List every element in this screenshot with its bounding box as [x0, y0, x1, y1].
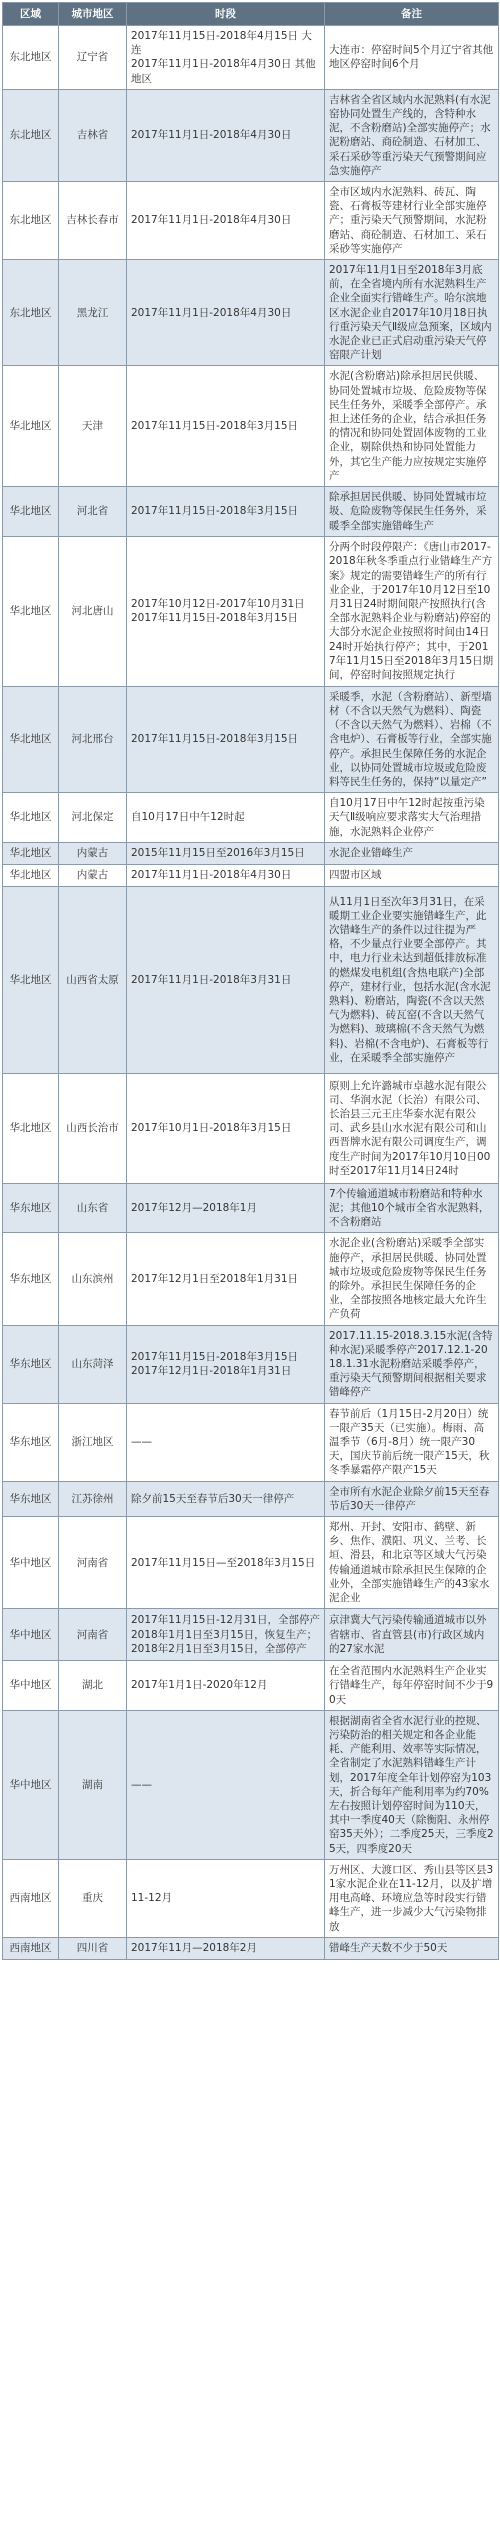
period-line: 2017年1月1日-2020年12月 [131, 1679, 268, 1692]
cell-city: 吉林长春市 [59, 182, 127, 260]
cell-region: 华北地区 [3, 366, 59, 487]
period-line: 自10月17日中午12时起 [131, 811, 245, 824]
cell-region: 华北地区 [3, 487, 59, 537]
period-line: 2017年11月15日-2018年3月15日 [131, 420, 298, 433]
cell-period [127, 536, 325, 686]
period-line: 2017年11月15日-2018年4月15日 大连 [131, 30, 312, 57]
cell-city: 山西长治市 [59, 1073, 127, 1183]
cell-city: 河北邢台 [59, 686, 127, 792]
cell-region: 华北地区 [3, 864, 59, 886]
cell-period [127, 842, 325, 864]
table-row [3, 1710, 499, 1859]
cell-city: 山东滨州 [59, 1233, 127, 1325]
period-line: 2017年12月1日-2018年1月31日 [131, 1365, 292, 1378]
cell-period [127, 1325, 325, 1403]
table-container [2, 2, 498, 1960]
cell-city: 河南省 [59, 1609, 127, 1661]
period-line: 2017年11月15日-2018年3月15日 [131, 612, 298, 625]
period-line: 2017年11月—2018年2月 [131, 1942, 257, 1955]
table-row [3, 1403, 499, 1481]
cell-city: 内蒙古 [59, 842, 127, 864]
cell-city: 浙江地区 [59, 1403, 127, 1481]
cell-period [127, 1073, 325, 1183]
period-line: 2018年1月1日至3月15日，恢复生产；2018年2月1日至3月15日，全部停产 [131, 1628, 318, 1655]
cell-remark: 大连市：停窑时间5个月辽宁省其他地区停窑时间6个月 [325, 26, 499, 90]
cell-remark: 采暖季，水泥（含粉磨站）、新型墙材（不含以天然气为燃料）、陶瓷（不含以天然气为燃料）、岩棉（不含电炉）、石膏板等行业，全部实施停产。承担民生保障任务的水泥企业，以协同处置城市垃圾或危险废料等民生任务的，保持“以量定产” [325, 686, 499, 792]
period-line: 除夕前15天至春节后30天一律停产 [131, 1492, 295, 1505]
table-row [3, 1609, 499, 1661]
cell-city: 山东菏泽 [59, 1325, 127, 1403]
header-city: 城市地区 [59, 3, 127, 26]
cell-city: 湖南 [59, 1710, 127, 1859]
cell-remark: 自10月17日中午12时起按重污染天气Ⅱ级响应要求落实大气治理措施，水泥熟料企业停产 [325, 793, 499, 843]
cell-region: 华中地区 [3, 1661, 59, 1711]
cell-period [127, 1403, 325, 1481]
cell-region: 华北地区 [3, 536, 59, 686]
cell-city: 河南省 [59, 1517, 127, 1609]
cell-region: 西南地区 [3, 1859, 59, 1937]
cell-region: 华东地区 [3, 1183, 59, 1233]
table-row [3, 886, 499, 1073]
cell-region: 华北地区 [3, 842, 59, 864]
cell-region: 华北地区 [3, 686, 59, 792]
cement-peak-shift-table [2, 2, 499, 1960]
period-line: 2017年11月1日-2018年4月30日 [131, 129, 292, 142]
period-line: 11-12月 [131, 1892, 173, 1905]
cell-region: 华东地区 [3, 1481, 59, 1516]
header-period: 时段 [127, 3, 325, 26]
cell-city: 天津 [59, 366, 127, 487]
cell-city: 重庆 [59, 1859, 127, 1937]
cell-city: 河北唐山 [59, 536, 127, 686]
cell-period [127, 864, 325, 886]
period-line: —— [131, 1778, 152, 1791]
period-line: 2017年11月1日-2018年4月30日 [131, 214, 292, 227]
cell-remark: 郑州、开封、安阳市、鹤壁、新乡、焦作、濮阳、巩义、兰考、长垣、滑县，和北京等区域大气污染传输通道城市除承担民生保障的企业外，全部实施错峰生产的43家水泥企业 [325, 1517, 499, 1609]
cell-city: 湖北 [59, 1661, 127, 1711]
cell-region: 东北地区 [3, 26, 59, 90]
period-line: 2017年12月1日至2018年1月31日 [131, 1272, 299, 1285]
header-region: 区域 [3, 3, 59, 26]
cell-period [127, 1481, 325, 1516]
cell-remark: 全市所有水泥企业除夕前15天至春节后30天一律停产 [325, 1481, 499, 1516]
table-row [3, 487, 499, 537]
cell-region: 华东地区 [3, 1325, 59, 1403]
cell-region: 西南地区 [3, 1937, 59, 1959]
period-line: 2017年12月—2018年1月 [131, 1201, 257, 1214]
period-line: 2017年11月15日-2018年3月15日 [131, 733, 298, 746]
cell-remark: 除承担居民供暖、协同处置城市垃圾、危险废物等保民生任务外，采暖季全部实施错峰生产 [325, 487, 499, 537]
cell-remark: 在全省范围内水泥熟料生产企业实行错峰生产，每年停窑时间不少于90天 [325, 1661, 499, 1711]
cell-remark: 京津冀大气污染传输通道城市以外省辖市、省直管县(市)行政区域内的27家水泥 [325, 1609, 499, 1661]
period-line: 2017年11月1日-2018年4月30日 [131, 306, 292, 319]
period-line: 2017年11月15日-2018年3月15日 [131, 1350, 298, 1363]
period-line: 2017年11月15日—至2018年3月15日 [131, 1556, 316, 1569]
cell-remark: 7个传输通道城市粉磨站和特种水泥；其他10个城市全省水泥熟料，不含粉磨站 [325, 1183, 499, 1233]
table-row [3, 182, 499, 260]
cell-period [127, 26, 325, 90]
cell-city: 山西省太原 [59, 886, 127, 1073]
cell-period [127, 1517, 325, 1609]
table-row [3, 260, 499, 366]
table-row [3, 89, 499, 181]
table-row [3, 1937, 499, 1959]
cell-period [127, 1609, 325, 1661]
table-row [3, 1661, 499, 1711]
cell-city: 吉林省 [59, 89, 127, 181]
cell-remark: 原则上允许潞城市卓越水泥有限公司、华润水泥（长治）有限公司、长治县三元王庄华泰水泥有限公司、武乡县山水水泥有限公司和山西晋牌水泥有限公司调度生产，调度生产时间为2017年10月10日00时至2017年11月14日24时 [325, 1073, 499, 1183]
cell-remark: 万州区、大渡口区、秀山县等区县31家水泥企业在11-12月，以及扩增用电高峰、环境应急等时段实行错峰生产，进一步减少大气污染物排放 [325, 1859, 499, 1937]
period-line: —— [131, 1435, 152, 1448]
cell-region: 华东地区 [3, 1233, 59, 1325]
table-row [3, 1233, 499, 1325]
cell-period [127, 686, 325, 792]
cell-remark: 根据湖南省全省水泥行业的控规、污染防治的相关规定和各企业能耗、产能利用、效率等实际情况，全省制定了水泥熟料错峰生产计划，2017年度全年计划停窑为103天，折合每年产能利用率为约70%左右按照计划停窑时间为110天，其中一季度40天（除衡阳、永州停窑35天外）；二季度25天，三季度25天，四季度20天 [325, 1710, 499, 1859]
table-row [3, 26, 499, 90]
cell-remark: 错峰生产天数不少于50天 [325, 1937, 499, 1959]
cell-region: 华中地区 [3, 1517, 59, 1609]
cell-remark: 水泥企业(含粉磨站)采暖季全部实施停产，承担居民供暖、协同处置城市垃圾或危险废物等保民生任务的除外。承担民生保障任务的企业，全部按照各地核定最大允许生产负荷 [325, 1233, 499, 1325]
cell-remark: 四盟市区域 [325, 864, 499, 886]
cell-period [127, 793, 325, 843]
cell-period [127, 89, 325, 181]
cell-city: 四川省 [59, 1937, 127, 1959]
cell-region: 东北地区 [3, 260, 59, 366]
table-row [3, 1859, 499, 1937]
header-remark: 备注 [325, 3, 499, 26]
cell-remark: 水泥企业错峰生产 [325, 842, 499, 864]
cell-remark: 从11月1日至次年3月31日，在采暖期工业企业要实施错峰生产，此次错峰生产的条件以过往提为严格，不少量点行业要全部停产。其中，电力行业未达到超低排放标准的燃煤发电机组(含热电联产)全部停产，建材行业，包括水泥(含水泥熟料)、粉磨站，陶瓷(不含以天然气为燃料)、砖瓦窑(不含以天然气为燃料)、玻璃棉(不含天然气为燃料)、岩棉(不含电炉)、石膏板等行业，在采暖季全部实施停产 [325, 886, 499, 1073]
table-row [3, 793, 499, 843]
table-row [3, 842, 499, 864]
table-header-row [3, 3, 499, 26]
table-row [3, 1325, 499, 1403]
period-line: 2015年11月15日至2016年3月15日 [131, 847, 305, 860]
cell-period [127, 1233, 325, 1325]
cell-city: 内蒙古 [59, 864, 127, 886]
period-line: 2017年10月12日-2017年10月31日 [131, 598, 305, 610]
cell-remark: 春节前后（1月15日-2月20日）统一限产35天（已实施）。梅雨、高温季节（6月-8月）统一限产30天，国庆节前后统一限产15天，秋冬季暴霜停产限产15天 [325, 1403, 499, 1481]
cell-remark: 水泥(含粉磨站)除承担居民供暖、协同处置城市垃圾、危险废物等保民生任务外，采暖季全部停产。承担上述任务的企业，结合承担任务的情况和协同处置固体废物的工业企业，剔除供热和协同处置能力外，其它生产能力应按规定实施停产 [325, 366, 499, 487]
cell-city: 辽宁省 [59, 26, 127, 90]
period-line: 2017年11月15日-2018年3月15日 [131, 505, 298, 518]
cell-period [127, 1183, 325, 1233]
table-body [3, 26, 499, 1960]
cell-remark: 2017年11月1日至2018年3月底前，在全省境内所有水泥熟料生产企业全面实行错峰生产。哈尔滨地区水泥企业自2017年10月18日执行重污染天气Ⅱ级应急预案，区域内水泥企业已正式启动重污染天气停窑限产计划 [325, 260, 499, 366]
cell-region: 东北地区 [3, 182, 59, 260]
cell-period [127, 1937, 325, 1959]
cell-period [127, 1859, 325, 1937]
period-line: 2017年11月1日-2018年4月30日 其他地区 [131, 58, 316, 85]
cell-region: 华北地区 [3, 793, 59, 843]
cell-remark: 分两个时段停限产：《唐山市2017-2018年秋冬季重点行业错峰生产方案》规定的需要错峰生产的所有行业企业，于2017年10月12日至10月31日24时期间限产按照执行(含全部水泥熟料企业与粉磨站)停窑的大部分水泥企业按照将时间由14日24时开始执行停产；其中，于2017年11月15日至2018年3月15日期间，停窑时间按照规定执行 [325, 536, 499, 686]
period-line: 2017年11月15日-12月31日，全部停产 [131, 1614, 320, 1627]
cell-period [127, 366, 325, 487]
cell-city: 山东省 [59, 1183, 127, 1233]
cell-remark: 2017.11.15-2018.3.15水泥(含特种水泥)采暖季停产2017.12.1-2018.1.31水泥粉磨站采暖季停产，重污染天气预警期间根据相关要求错峰停产 [325, 1325, 499, 1403]
cell-period [127, 182, 325, 260]
table-row [3, 1183, 499, 1233]
cell-city: 江苏徐州 [59, 1481, 127, 1516]
table-row [3, 864, 499, 886]
period-line: 2017年11月1日-2018年4月30日 [131, 869, 292, 882]
cell-city: 河北省 [59, 487, 127, 537]
cell-region: 华北地区 [3, 886, 59, 1073]
cell-period [127, 1661, 325, 1711]
cell-city: 黑龙江 [59, 260, 127, 366]
period-line: 2017年11月1日-2018年3月31日 [131, 973, 292, 986]
cell-region: 华北地区 [3, 1073, 59, 1183]
cell-region: 华中地区 [3, 1710, 59, 1859]
cell-period [127, 260, 325, 366]
cell-city: 河北保定 [59, 793, 127, 843]
table-row [3, 1073, 499, 1183]
cell-period [127, 886, 325, 1073]
period-line: 2017年10月1日-2018年3月15日 [131, 1122, 292, 1135]
table-row [3, 1481, 499, 1516]
cell-remark: 全市区域内水泥熟料、砖瓦、陶瓷、石膏板等建材行业全部实施停产；重污染天气预警期间，水泥粉磨站、商砼制造、石材加工、采石采砂等实施停产 [325, 182, 499, 260]
cell-period [127, 487, 325, 537]
cell-region: 华东地区 [3, 1403, 59, 1481]
cell-region: 华中地区 [3, 1609, 59, 1661]
table-row [3, 366, 499, 487]
cell-period [127, 1710, 325, 1859]
cell-region: 东北地区 [3, 89, 59, 181]
table-row [3, 686, 499, 792]
table-row [3, 1517, 499, 1609]
cell-remark: 吉林省全省区域内水泥熟料(有水泥窑协同处置生产线的，含特种水泥，不含粉磨站)全部实施停产；水泥粉磨站、商砼制造、石材加工、采石采砂等重污染天气预警期间应急实施停产 [325, 89, 499, 181]
table-row [3, 536, 499, 686]
